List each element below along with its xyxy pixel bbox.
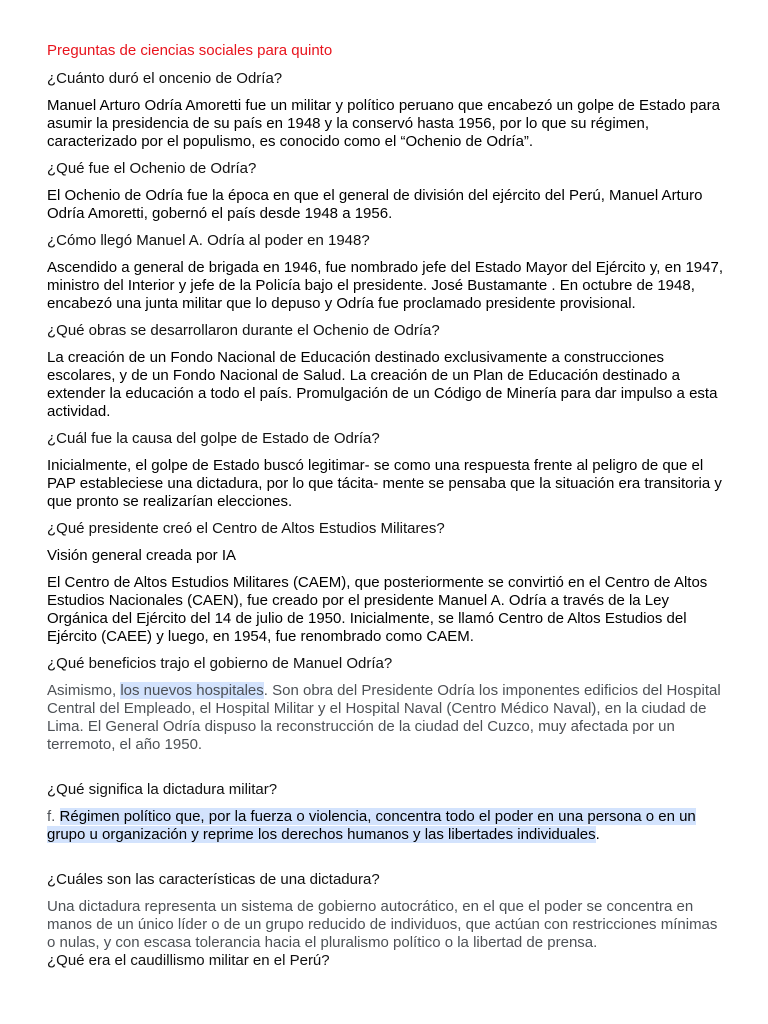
- spacer: [47, 763, 725, 781]
- answer-dictadura-militar: [47, 808, 725, 844]
- question-beneficios: ¿Qué beneficios trajo el gobierno de Manuel Odría?: [47, 655, 393, 672]
- spacer: [47, 853, 725, 871]
- answer-como-llego: Ascendido a general de brigada en 1946, fue nombrado jefe del Estado Mayor del Ejército y, en 1947, ministro del Interior y jefe de la Policía bajo el presidente. José Bustamante . En octubre de 1948, encabezó una junta militar que lo depuso y Odría fue proclamado presidente provisional.: [47, 259, 724, 312]
- answer-caracteristicas: Una dictadura representa un sistema de gobierno autocrático, en el que el poder se concentra en manos de un único líder o de un grupo reducido de individuos, que actúan con restricciones mínimas o nulas, y con escasa tolerancia hacia el pluralismo político o la libertad de prensa.: [47, 898, 718, 951]
- definition-prefix: f.: [47, 808, 60, 825]
- question-oncenio: ¿Cuánto duró el oncenio de Odría?: [47, 70, 283, 87]
- answer-caem: El Centro de Altos Estudios Militares (CAEM), que posteriormente se convirtió en el Centro de Altos Estudios Nacionales (CAEN), fue creado por el presidente Manuel A. Odría a través de la Ley Orgánica del Ejército del 14 de julio de 1950. Inicialmente, se llamó Centro de Altos Estudios del Ejército (CAEE) y luego, en 1954, fue renombrado como CAEM.: [47, 574, 708, 645]
- answer-ochenio: El Ochenio de Odría fue la época en que el general de división del ejército del Perú, Manuel Arturo Odría Amoretti, gobernó el país desde 1948 a 1956.: [47, 187, 703, 222]
- document-page: [47, 42, 725, 979]
- question-como-llego: ¿Cómo llegó Manuel A. Odría al poder en 1948?: [47, 232, 370, 249]
- question-causa-golpe: ¿Cuál fue la causa del golpe de Estado de Odría?: [47, 430, 380, 447]
- answer-oncenio: Manuel Arturo Odría Amoretti fue un militar y político peruano que encabezó un golpe de Estado para asumir la presidencia de su país en 1948 y la conservó hasta 1956, por lo que su régimen, caracterizado por el populismo, es conocido como el “Ochenio de Odría”.: [47, 97, 720, 150]
- question-caem: ¿Qué presidente creó el Centro de Altos Estudios Militares?: [47, 520, 445, 537]
- question-caudillismo: ¿Qué era el caudillismo militar en el Perú?: [47, 952, 330, 969]
- answer-causa-golpe: Inicialmente, el golpe de Estado buscó legitimar- se como una respuesta frente al peligro de que el PAP estableciese una dictadura, por lo que tácita- mente se pensaba que la situación era transitoria y que pronto se realizarían elecciones.: [47, 457, 722, 510]
- ai-overview-label: Visión general creada por IA: [47, 547, 237, 564]
- answer-beneficios-rest: . Son obra del Presidente Odría los imponentes edificios del Hospital Central del Empleado, el Hospital Militar y el Hospital Naval (Centro Médico Naval), en la ciudad de Lima. El General Odría dispuso la reconstrucción de la ciudad del Cuzco, muy afectada por un terremoto, el año 1950.: [47, 682, 721, 753]
- answer-beneficios: [47, 682, 725, 754]
- answer-obras: La creación de un Fondo Nacional de Educación destinado exclusivamente a construcciones escolares, y de un Fondo Nacional de Salud. La creación de un Plan de Educación destinado a extender la educación a todo el país. Promulgación de un Código de Minería para dar impulso a esta actividad.: [47, 349, 718, 420]
- answer-beneficios-prefix: Asimismo,: [47, 682, 121, 699]
- question-ochenio: ¿Qué fue el Ochenio de Odría?: [47, 160, 257, 177]
- definition-end: .: [595, 826, 600, 843]
- question-caracteristicas: ¿Cuáles son las características de una dictadura?: [47, 871, 380, 888]
- question-obras: ¿Qué obras se desarrollaron durante el Ochenio de Odría?: [47, 322, 440, 339]
- highlighted-definition: Régimen político que, por la fuerza o violencia, concentra todo el poder en una persona o en un grupo u organización y reprime los derechos humanos y las libertades individuales: [47, 808, 696, 843]
- highlighted-text: los nuevos hospitales: [120, 682, 264, 699]
- question-dictadura-militar: ¿Qué significa la dictadura militar?: [47, 781, 278, 798]
- document-title: Preguntas de ciencias sociales para quinto: [47, 42, 333, 59]
